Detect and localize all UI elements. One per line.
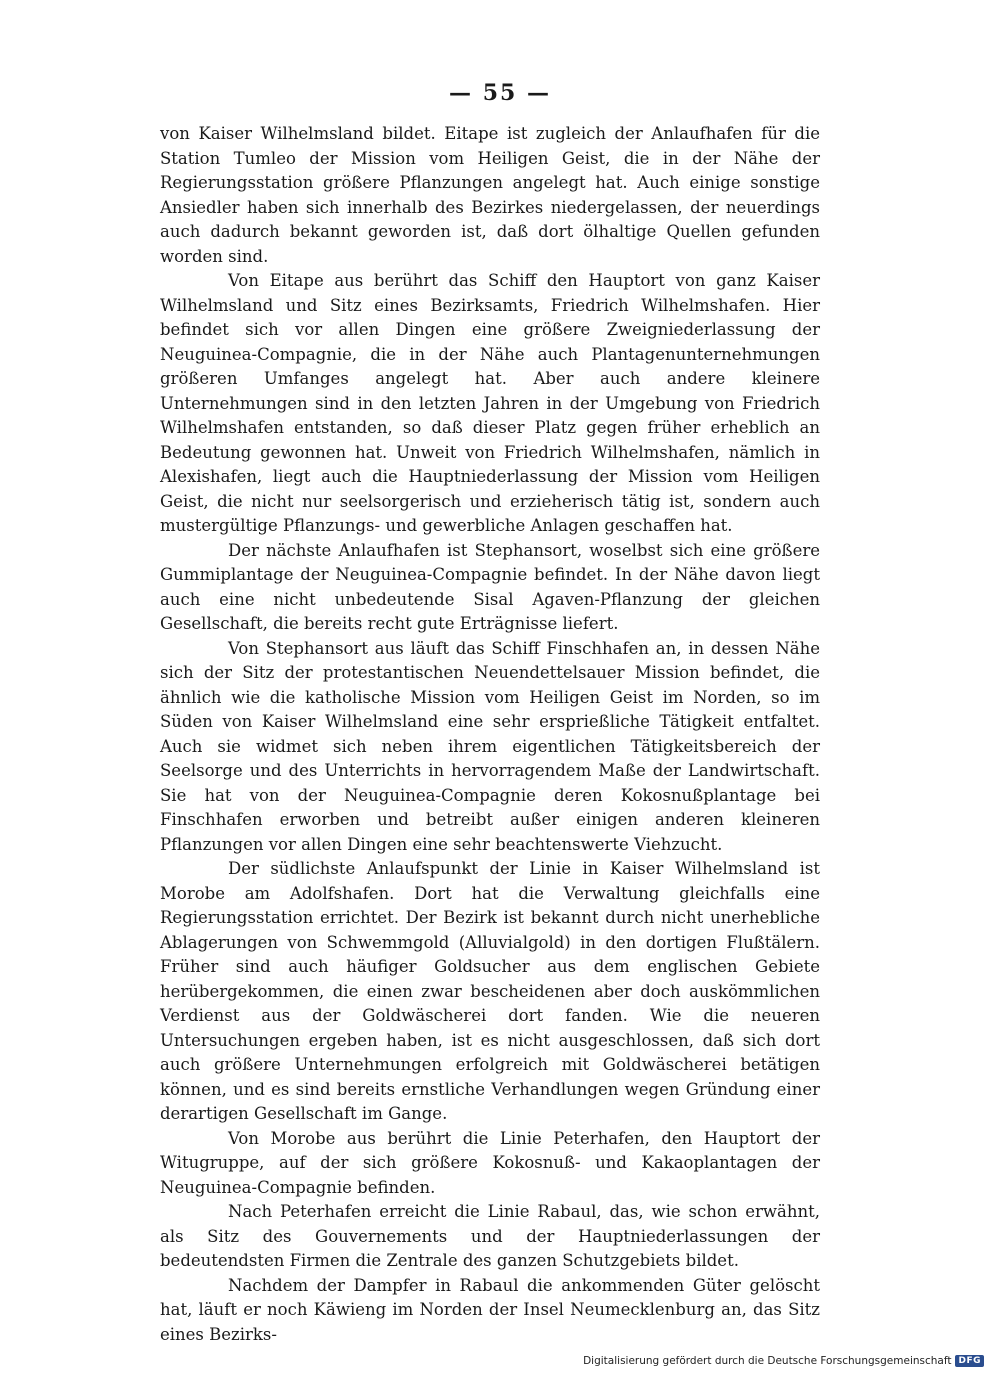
paragraph: Nachdem der Dampfer in Rabaul die ankommenden Güter gelöscht hat, läuft er noch Käwieng im Norden der Insel Neumecklenburg an, das Sitz eines Bezirks- bbox=[160, 1275, 820, 1344]
paragraph: Nach Peterhafen erreicht die Linie Rabaul, das, wie schon erwähnt, als Sitz des Gouvernements und der Hauptniederlassungen der bedeutendsten Firmen die Zentrale des ganzen Schutzgebiets bildet. bbox=[160, 1202, 820, 1270]
paragraph: von Kaiser Wilhelmsland bildet. Eitape ist zugleich der Anlaufhafen für die Station Tumleo der Mission vom Heiligen Geist, die in der Nähe der Regierungsstation größere Pflanzungen angelegt hat. Auch einige sonstige Ansiedler haben sich innerhalb des Bezirkes niedergelassen, der neuerdings auch dadurch bekannt geworden ist, daß dort ölhaltige Quellen gefunden worden sind. bbox=[160, 124, 820, 266]
dfg-logo-icon: DFG bbox=[955, 1355, 984, 1367]
paragraph: Von Stephansort aus läuft das Schiff Finschhafen an, in dessen Nähe sich der Sitz der protestantischen Neuendettelsauer Mission befindet, die ähnlich wie die katholische Mission vom Heiligen Geist im Norden, so im Süden von Kaiser Wilhelmsland eine sehr ersprießliche Tätigkeit entfaltet. Auch sie widmet sich neben ihrem eigentlichen Tätigkeitsbereich der Seelsorge und des Unterrichts in hervorragendem Maße der Landwirtschaft. Sie hat von der Neuguinea-Compagnie deren Kokosnußplantage bei Finschhafen erworben und betreibt außer einigen anderen kleineren Pflanzungen vor allen Dingen eine sehr beachtenswerte Viehzucht. bbox=[160, 638, 820, 854]
paragraph: Der südlichste Anlaufspunkt der Linie in Kaiser Wilhelmsland ist Morobe am Adolfshafen. Dort hat die Verwaltung gleichfalls eine Regierungsstation errichtet. Der Bezirk ist bekannt durch nicht unerhebliche Ablagerungen von Schwemmgold (Alluvialgold) in den dortigen Flußtälern. Früher sind auch häufiger Goldsucher aus dem englischen Gebiete herübergekommen, die einen zwar bescheidenen aber doch auskömmlichen Verdienst aus der Goldwäscherei dort fanden. Wie die neueren Untersuchungen ergeben haben, ist es nicht ausgeschlossen, daß sich dort auch größere Unternehmungen erfolgreich mit Goldwäscherei betätigen können, und es sind bereits ernstliche Verhandlungen wegen Gründung einer derartigen Gesellschaft im Gange. bbox=[160, 859, 820, 1123]
paragraph: Von Eitape aus berührt das Schiff den Hauptort von ganz Kaiser Wilhelmsland und Sitz eines Bezirksamts, Friedrich Wilhelmshafen. Hier befindet sich vor allen Dingen eine größere Zweigniederlassung der Neuguinea-Compagnie, die in der Nähe auch Plantagenunternehmungen größeren Umfanges angelegt hat. Aber auch andere kleinere Unternehmungen sind in den letzten Jahren in der Umgebung von Friedrich Wilhelmshafen entstanden, so daß dieser Platz gegen früher erheblich an Bedeutung gewonnen hat. Unweit von Friedrich Wilhelmshafen, nämlich in Alexishafen, liegt auch die Hauptniederlassung der Mission vom Heiligen Geist, die nicht nur seelsorgerisch und erzieherisch tätig ist, sondern auch mustergültige Pflanzungs- und gewerbliche Anlagen geschaffen hat. bbox=[160, 271, 820, 535]
text-block bbox=[160, 122, 820, 1347]
footer-credit bbox=[583, 1355, 984, 1367]
paragraph: Der nächste Anlaufhafen ist Stephansort, woselbst sich eine größere Gummiplantage der Neuguinea-Compagnie befindet. In der Nähe davon liegt auch eine nicht unbedeutende Sisal Agaven-Pflanzung der gleichen Gesellschaft, die bereits recht gute Erträgnisse liefert. bbox=[160, 540, 820, 633]
footer-text: Digitalisierung gefördert durch die Deutsche Forschungsgemeinschaft bbox=[583, 1355, 952, 1367]
paragraph: Von Morobe aus berührt die Linie Peterhafen, den Hauptort der Witugruppe, auf der sich größere Kokosnuß- und Kakaoplantagen der Neuguinea-Compagnie befinden. bbox=[160, 1128, 820, 1197]
page-number: — 55 — bbox=[449, 80, 551, 106]
